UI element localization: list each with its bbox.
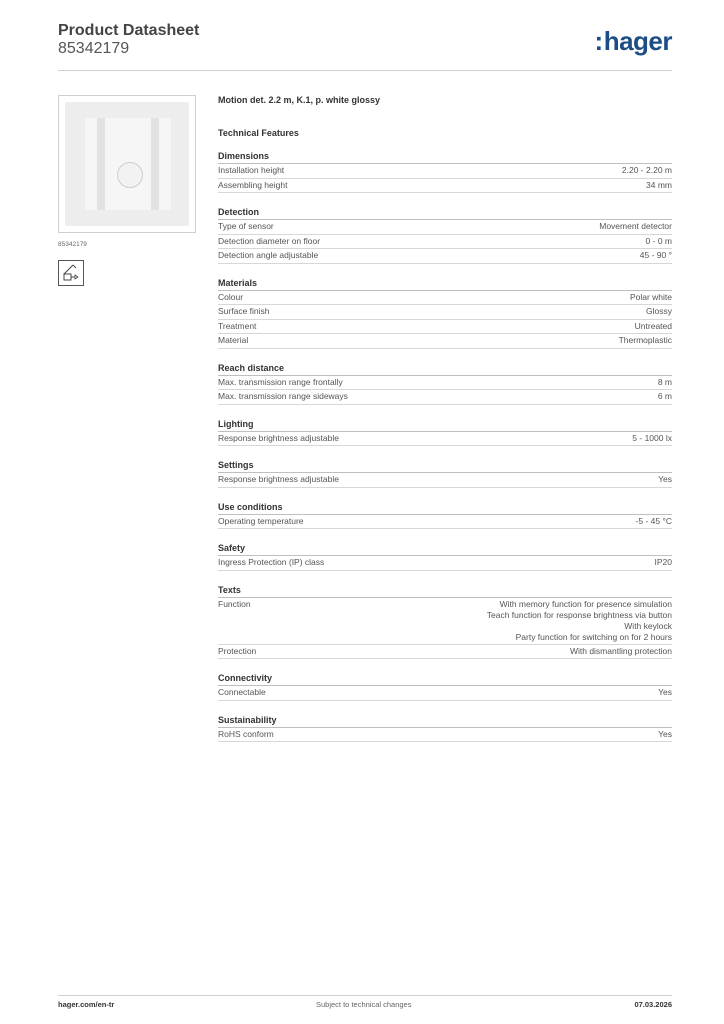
spec-label: Detection angle adjustable	[218, 250, 319, 260]
spec-label: Response brightness adjustable	[218, 432, 339, 443]
spec-group	[218, 715, 672, 743]
spec-value: 34 mm	[646, 179, 672, 190]
spec-row	[218, 515, 672, 530]
spec-value: 0 - 0 m	[645, 235, 672, 246]
spec-label: Connectable	[218, 687, 266, 697]
spec-label: Operating temperature	[218, 515, 304, 526]
spec-label: Max. transmission range sideways	[218, 391, 348, 401]
spec-group-title: Use conditions	[218, 502, 672, 515]
spec-row	[218, 249, 672, 264]
spec-column	[218, 95, 672, 742]
page-header	[58, 22, 672, 71]
spec-label: Material	[218, 335, 249, 345]
spec-value-line: Teach function for response brightness via button	[486, 609, 672, 620]
product-image-column	[58, 95, 198, 286]
spec-groups	[218, 151, 672, 742]
spec-value: 6 m	[657, 391, 672, 401]
spec-value	[487, 598, 672, 644]
spec-group	[218, 278, 672, 349]
spec-value: Yes	[658, 728, 672, 739]
spec-label: Max. transmission range frontally	[218, 376, 343, 387]
spec-row	[218, 376, 672, 391]
spec-row	[218, 473, 672, 488]
spec-row	[218, 686, 672, 701]
spec-label: Response brightness adjustable	[218, 474, 339, 484]
spec-row	[218, 305, 672, 320]
footer-date: 07.03.2026	[634, 1000, 672, 1009]
spec-row	[218, 291, 672, 306]
spec-row	[218, 179, 672, 194]
product-name: Motion det. 2.2 m, K.1, p. white glossy	[218, 95, 381, 105]
spec-row	[218, 235, 672, 250]
spec-value: 8 m	[657, 376, 672, 387]
spec-label: Protection	[218, 645, 257, 656]
spec-value: 5 - 1000 lx	[632, 432, 672, 443]
spec-row	[218, 164, 672, 179]
spec-row	[218, 556, 672, 571]
spec-row	[218, 598, 672, 645]
image-caption: 85342179	[58, 241, 87, 248]
spec-label: Assembling height	[218, 179, 288, 190]
logo-text: hager	[603, 26, 672, 56]
spec-value-line: Party function for switching on for 2 hours	[515, 631, 672, 642]
spec-group	[218, 585, 672, 660]
spec-row	[218, 334, 672, 349]
spec-value: Untreated	[634, 320, 672, 331]
product-image	[58, 95, 196, 233]
spec-group-title: Safety	[218, 543, 672, 556]
spec-row	[218, 432, 672, 447]
spec-value-line: With keylock	[624, 620, 672, 631]
spec-label: Type of sensor	[218, 221, 274, 231]
spec-label: Surface finish	[218, 306, 270, 316]
spec-value: 45 - 90 °	[639, 250, 672, 260]
spec-group-title: Sustainability	[218, 715, 672, 728]
spec-value: Movement detector	[599, 221, 672, 231]
spec-value: With dismantling protection	[569, 645, 672, 656]
spec-value: Thermoplastic	[618, 335, 672, 345]
section-title: Technical Features	[218, 128, 299, 138]
product-number: 85342179	[58, 40, 130, 57]
spec-label: Detection diameter on floor	[218, 235, 321, 246]
spec-row	[218, 390, 672, 405]
spec-label: Treatment	[218, 320, 257, 331]
spec-value: -5 - 45 °C	[635, 515, 672, 526]
spec-group	[218, 419, 672, 447]
spec-label: RoHS conform	[218, 728, 274, 739]
spec-group	[218, 502, 672, 530]
spec-group	[218, 363, 672, 405]
spec-row	[218, 220, 672, 235]
footer-website: hager.com/en-tr	[58, 1000, 115, 1009]
spec-group	[218, 543, 672, 571]
footer-notice: Subject to technical changes	[316, 1000, 412, 1009]
spec-row	[218, 645, 672, 660]
spec-value: 2.20 - 2.20 m	[621, 165, 672, 175]
spec-group-title: Settings	[218, 460, 672, 473]
spec-group-title: Materials	[218, 278, 672, 291]
spec-label: Colour	[218, 291, 244, 302]
page-footer	[58, 995, 672, 1012]
spec-group-title: Detection	[218, 207, 672, 220]
spec-value: Yes	[658, 474, 672, 484]
spec-group-title: Lighting	[218, 419, 672, 432]
spec-value-line: With memory function for presence simulation	[499, 598, 672, 609]
spec-group-title: Dimensions	[218, 151, 672, 164]
spec-label: Installation height	[218, 165, 285, 175]
spec-group-title: Texts	[218, 585, 672, 598]
spec-value: Yes	[658, 687, 672, 697]
spec-value: Polar white	[629, 291, 672, 302]
spec-value: Glossy	[646, 306, 672, 316]
page-title: Product Datasheet	[58, 22, 200, 39]
spec-group	[218, 151, 672, 193]
spec-label: Function	[218, 598, 251, 609]
spec-label: Ingress Protection (IP) class	[218, 557, 325, 567]
hager-logo: :hager	[594, 26, 672, 56]
spec-value: IP20	[654, 557, 672, 567]
spec-group-title: Connectivity	[218, 673, 672, 686]
spec-group	[218, 460, 672, 488]
motion-detector-symbol-icon	[58, 260, 84, 286]
spec-row	[218, 728, 672, 743]
spec-group	[218, 673, 672, 701]
spec-row	[218, 320, 672, 335]
spec-group	[218, 207, 672, 264]
spec-group-title: Reach distance	[218, 363, 672, 376]
